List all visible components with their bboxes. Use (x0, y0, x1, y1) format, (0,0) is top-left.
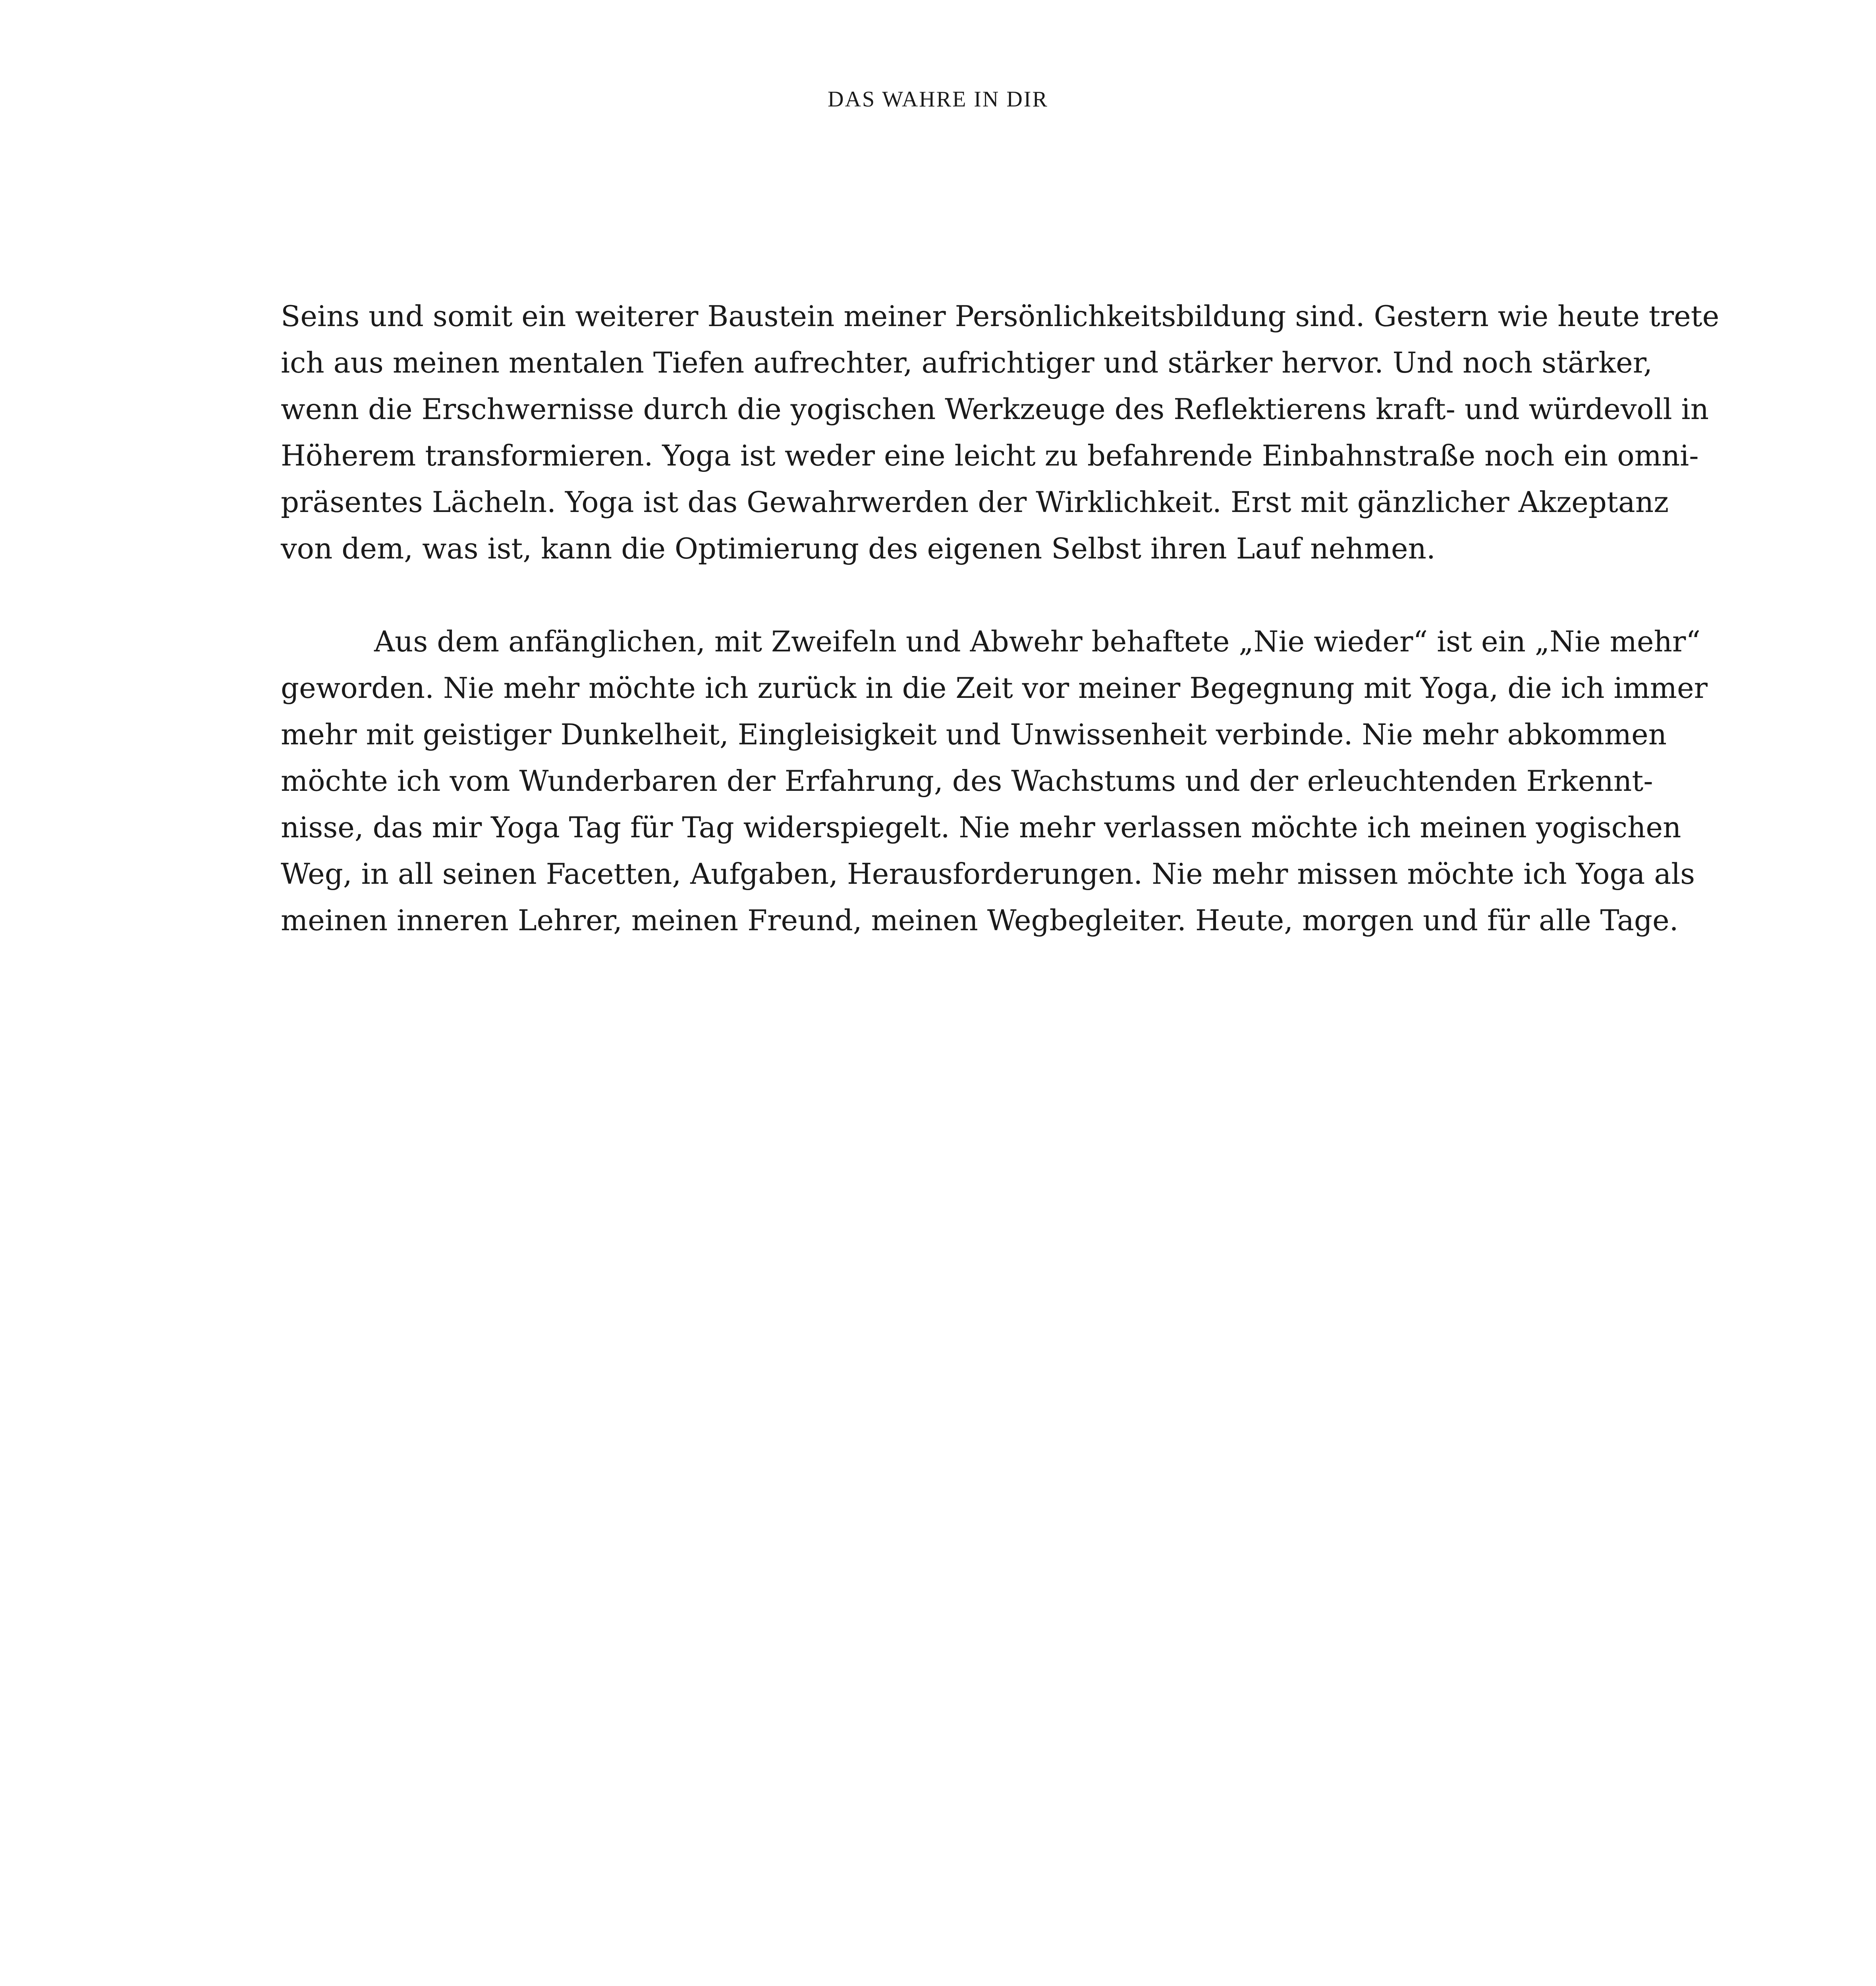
body-text (281, 293, 1720, 944)
paragraph-2 (281, 618, 1708, 944)
text-line: meinen inneren Lehrer, meinen Freund, meinen Wegbegleiter. Heute, morgen und für alle Tage. (281, 904, 1679, 937)
text-line: Aus dem anfänglichen, mit Zweifeln und Abwehr behaftete „Nie wieder“ ist ein „Nie mehr“ (374, 625, 1701, 658)
text-line: ich aus meinen mentalen Tiefen aufrechter, aufrichtiger und stärker hervor. Und noch stärker, (281, 346, 1652, 379)
text-line: geworden. Nie mehr möchte ich zurück in die Zeit vor meiner Begegnung mit Yoga, die ich immer (281, 671, 1708, 705)
text-line: Weg, in all seinen Facetten, Aufgaben, Herausforderungen. Nie mehr missen möchte ich Yoga als (281, 857, 1695, 891)
text-line: Seins und somit ein weiterer Baustein meiner Persönlichkeitsbildung sind. Gestern wie heute trete (281, 299, 1720, 333)
text-line: nisse, das mir Yoga Tag für Tag widerspiegelt. Nie mehr verlassen möchte ich meinen yogischen (281, 811, 1681, 844)
text-line: mehr mit geistiger Dunkelheit, Eingleisigkeit und Unwissenheit verbinde. Nie mehr abkommen (281, 718, 1667, 751)
paragraph-gap (281, 572, 1607, 618)
paragraph-1 (281, 293, 1720, 572)
text-line: möchte ich vom Wunderbaren der Erfahrung, des Wachstums und der erleuchtenden Erkennt- (281, 764, 1653, 798)
text-line: von dem, was ist, kann die Optimierung des eigenen Selbst ihren Lauf nehmen. (281, 532, 1436, 565)
text-line: Höherem transformieren. Yoga ist weder eine leicht zu befahrende Einbahnstraße noch ein omni- (281, 439, 1699, 472)
running-header: DAS WAHRE IN DIR (828, 87, 1048, 112)
text-line: präsentes Lächeln. Yoga ist das Gewahrwerden der Wirklichkeit. Erst mit gänzlicher Akzeptanz (281, 485, 1669, 519)
text-line: wenn die Erschwernisse durch die yogischen Werkzeuge des Reflektierens kraft- und würdevoll in (281, 392, 1709, 426)
